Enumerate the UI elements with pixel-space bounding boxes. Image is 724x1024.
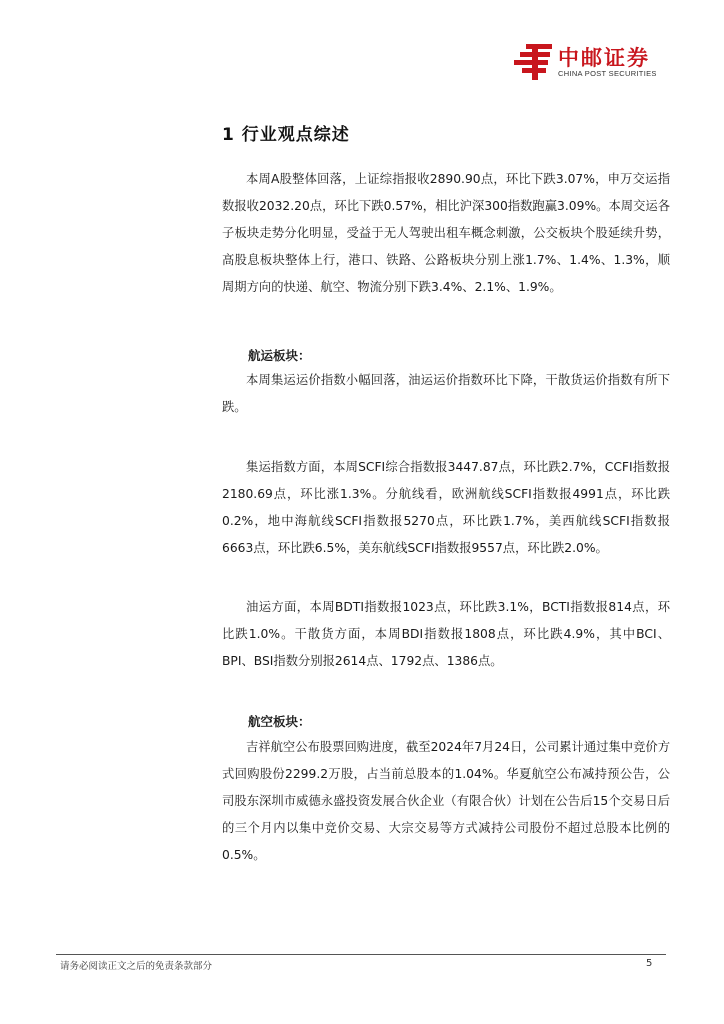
brand-name-en: CHINA POST SECURITIES — [558, 69, 657, 78]
footer-divider — [56, 954, 666, 955]
shipping-heading: 航运板块： — [248, 348, 311, 363]
container-index-paragraph: 集运指数方面，本周SCFI综合指数报3447.87点，环比跌2.7%，CCFI指数报2180.69点，环比涨1.3%。分航线看，欧洲航线SCFI指数报4991点，环比跌0.2%，地中海航线SCFI指数报5270点，环比跌1.7%，美西航线SCFI指数报6663点，环比跌6.5%，美东航线SCFI指数报9557点，环比跌2.0%。 — [222, 460, 670, 555]
aviation-heading: 航空板块： — [248, 714, 311, 729]
footer-disclaimer: 请务必阅读正文之后的免责条款部分 — [60, 961, 213, 972]
aviation-paragraph: 吉祥航空公布股票回购进度，截至2024年7月24日，公司累计通过集中竞价方式回购股份2299.2万股，占当前总股本的1.04%。华夏航空公布减持预公告，公司股东深圳市威德永盛投资发展合伙企业（有限合伙）计划在公告后15个交易日后的三个月内以集中竞价交易、大宗交易等方式减持公司股份不超过总股本比例的0.5%。 — [222, 740, 670, 862]
section-title: 1 行业观点综述 — [222, 125, 350, 145]
page-number: 5 — [646, 958, 653, 969]
oil-bulk-paragraph: 油运方面，本周BDTI指数报1023点，环比跌3.1%，BCTI指数报814点，环比跌1.0%。干散货方面，本周BDI指数报1808点，环比跌4.9%，其中BCI、BPI、BSI指数分别报2614点、1792点、1386点。 — [222, 600, 670, 668]
china-post-logo-icon — [512, 42, 554, 82]
company-logo — [512, 40, 672, 86]
brand-name-cn: 中邮证券 — [558, 46, 650, 70]
shipping-intro-paragraph: 本周集运运价指数小幅回落，油运运价指数环比下降，干散货运价指数有所下跌。 — [222, 373, 670, 414]
overview-paragraph: 本周A股整体回落，上证综指报收2890.90点，环比下跌3.07%，申万交运指数报收2032.20点，环比下跌0.57%，相比沪深300指数跑赢3.09%。本周交运各子板块走势分化明显，受益于无人驾驶出租车概念刺激，公交板块个股延续升势，高股息板块整体上行，港口、铁路、公路板块分别上涨1.7%、1.4%、1.3%，顺周期方向的快递、航空、物流分别下跌3.4%、2.1%、1.9%。 — [222, 172, 670, 294]
